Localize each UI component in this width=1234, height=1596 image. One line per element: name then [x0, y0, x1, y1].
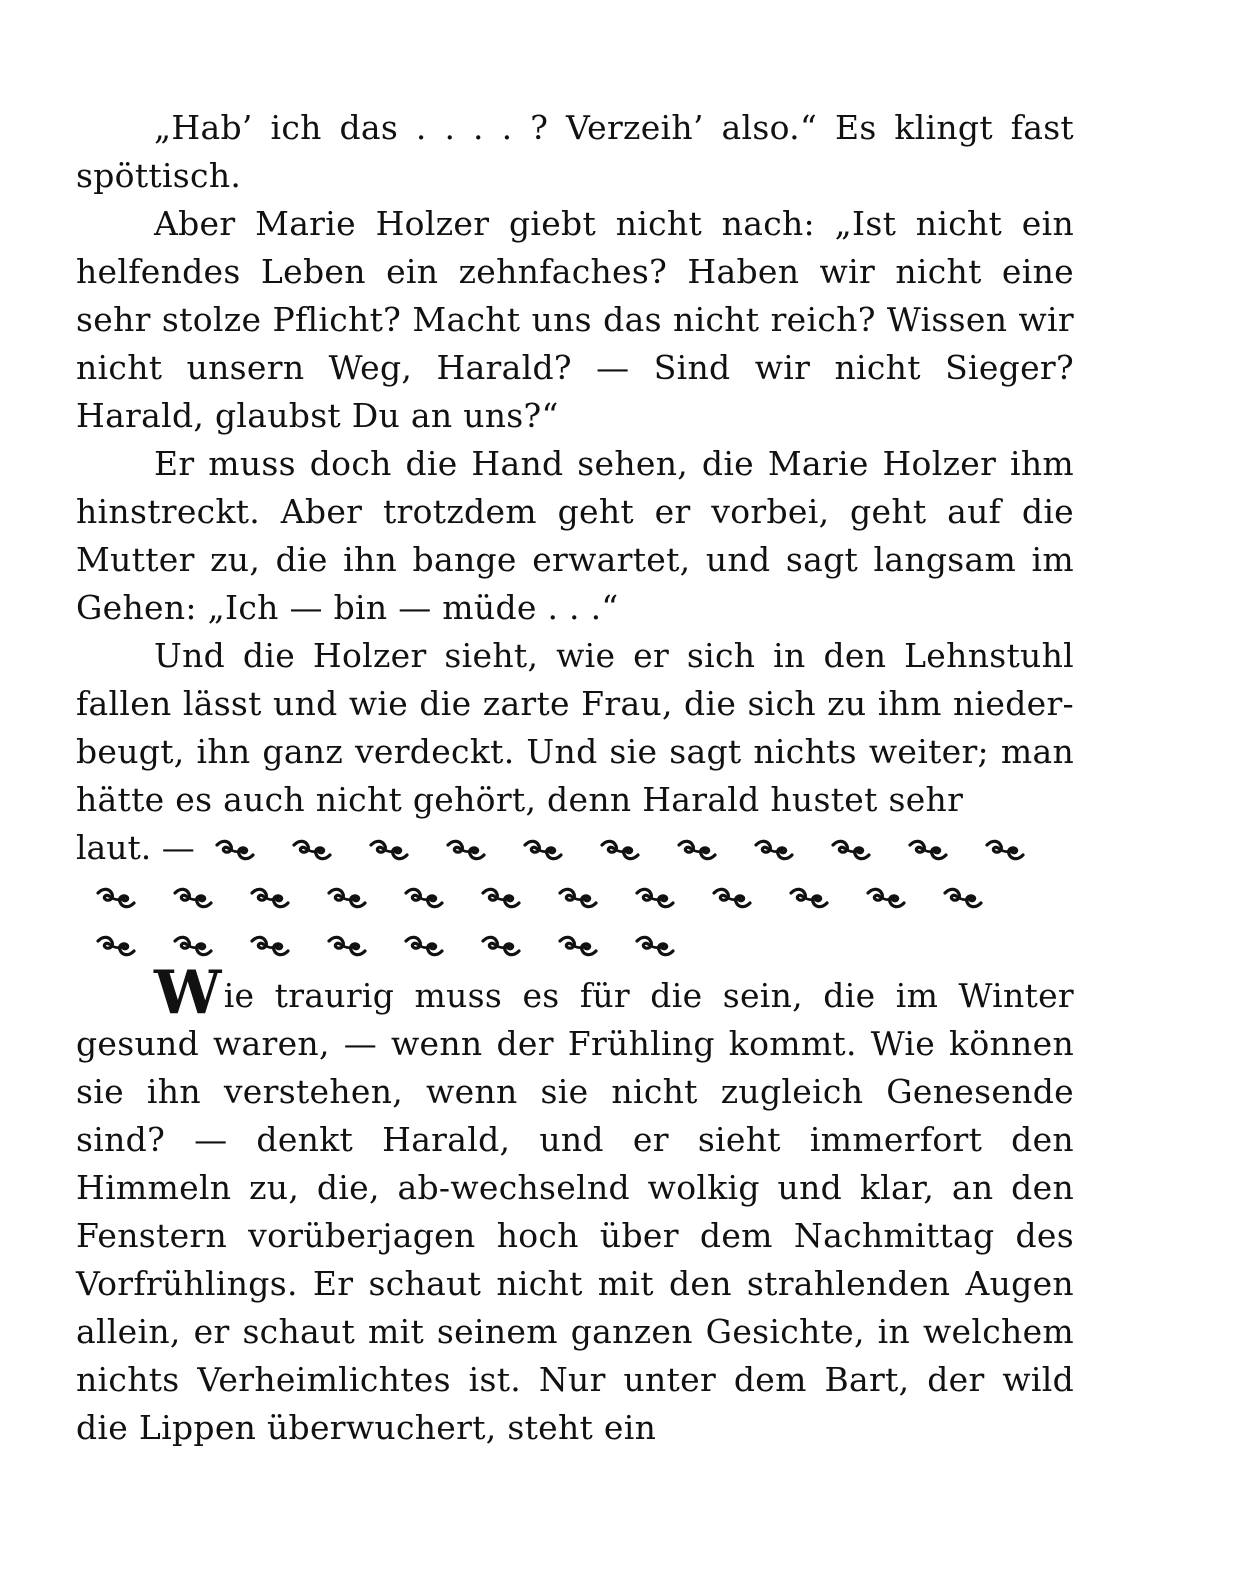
curl-ornament-icon — [404, 885, 444, 911]
curl-ornament-icon — [943, 885, 983, 911]
curl-ornament-icon — [635, 933, 675, 959]
curl-ornament-icon — [327, 933, 367, 959]
curl-ornament-icon — [173, 885, 213, 911]
curl-ornament-icon — [481, 933, 521, 959]
curl-ornament-icon — [404, 933, 444, 959]
curl-ornament-icon — [789, 885, 829, 911]
curl-ornament-icon — [712, 885, 752, 911]
curl-ornament-icon — [866, 885, 906, 911]
paragraph-3: Er muss doch die Hand sehen, die Marie Holzer ihm hinstreckt. Aber trotzdem geht er vorbei, geht auf die Mutter zu, die ihn bange erwartet, und sagt langsam im Gehen: „Ich — bin — müde . . .“ — [76, 444, 1074, 627]
paragraph-1: „Hab’ ich das . . . . ? Verzeih’ also.“ Es klingt fast spöttisch. — [76, 108, 1074, 195]
curl-ornament-icon — [173, 933, 213, 959]
curl-ornament-icon — [369, 837, 409, 863]
curl-ornament-icon — [754, 837, 794, 863]
curl-ornament-icon — [215, 837, 255, 863]
curl-ornament-icon — [908, 837, 948, 863]
curl-ornament-icon — [250, 885, 290, 911]
curl-ornament-icon — [677, 837, 717, 863]
curl-ornament-icon — [523, 837, 563, 863]
curl-ornament-icon — [96, 885, 136, 911]
curl-ornament-icon — [831, 837, 871, 863]
paragraph-5 — [76, 958, 1074, 1452]
curl-ornament-icon — [558, 885, 598, 911]
curl-ornament-icon — [292, 837, 332, 863]
page-text — [76, 104, 1074, 1452]
curl-ornament-icon — [96, 933, 136, 959]
curl-ornament-icon — [250, 933, 290, 959]
curl-ornament-icon — [985, 837, 1025, 863]
curl-ornament-icon — [446, 837, 486, 863]
paragraph-5-text: ie traurig muss es für die sein, die im Winter gesund waren, — wenn der Frühling kommt. Wie können sie ihn verstehen, wenn sie nicht zugleich Genesende sind? — denkt Harald, und er sieht immerfort den Himmeln zu, die, ab-wechselnd wolkig und klar, an den Fenstern vorüberjagen hoch über dem Nachmittag des Vorfrühlings. Er schaut nicht mit den strahlenden Augen allein, er schaut mit seinem ganzen Gesichte, in welchem nichts Verheimlichtes ist. Nur unter dem Bart, der wild die Lippen überwuchert, steht ein — [76, 976, 1074, 1447]
paragraph-4: Und die Holzer sieht, wie er sich in den Lehnstuhl fallen lässt und wie die zarte Frau, die sich zu ihm nieder-beugt, ihn ganz verdeckt. Und sie sagt nichts weiter; man hätte es auch nicht gehört, denn Harald hustet sehr — [76, 636, 1074, 819]
curl-ornament-icon — [600, 837, 640, 863]
curl-ornament-icon — [635, 885, 675, 911]
drop-cap: W — [154, 958, 222, 1028]
last-line-start: laut. — — [76, 828, 195, 867]
paragraph-2: Aber Marie Holzer giebt nicht nach: „Ist nicht ein helfendes Leben ein zehnfaches? Haben wir nicht eine sehr stolze Pflicht? Macht uns das nicht reich? Wissen wir nicht unsern Weg, Harald? — Sind wir nicht Sieger? Harald, glaubst Du an uns?“ — [76, 204, 1074, 435]
section-divider — [76, 824, 1074, 968]
curl-ornament-icon — [327, 885, 367, 911]
curl-ornament-icon — [481, 885, 521, 911]
curl-ornament-icon — [558, 933, 598, 959]
